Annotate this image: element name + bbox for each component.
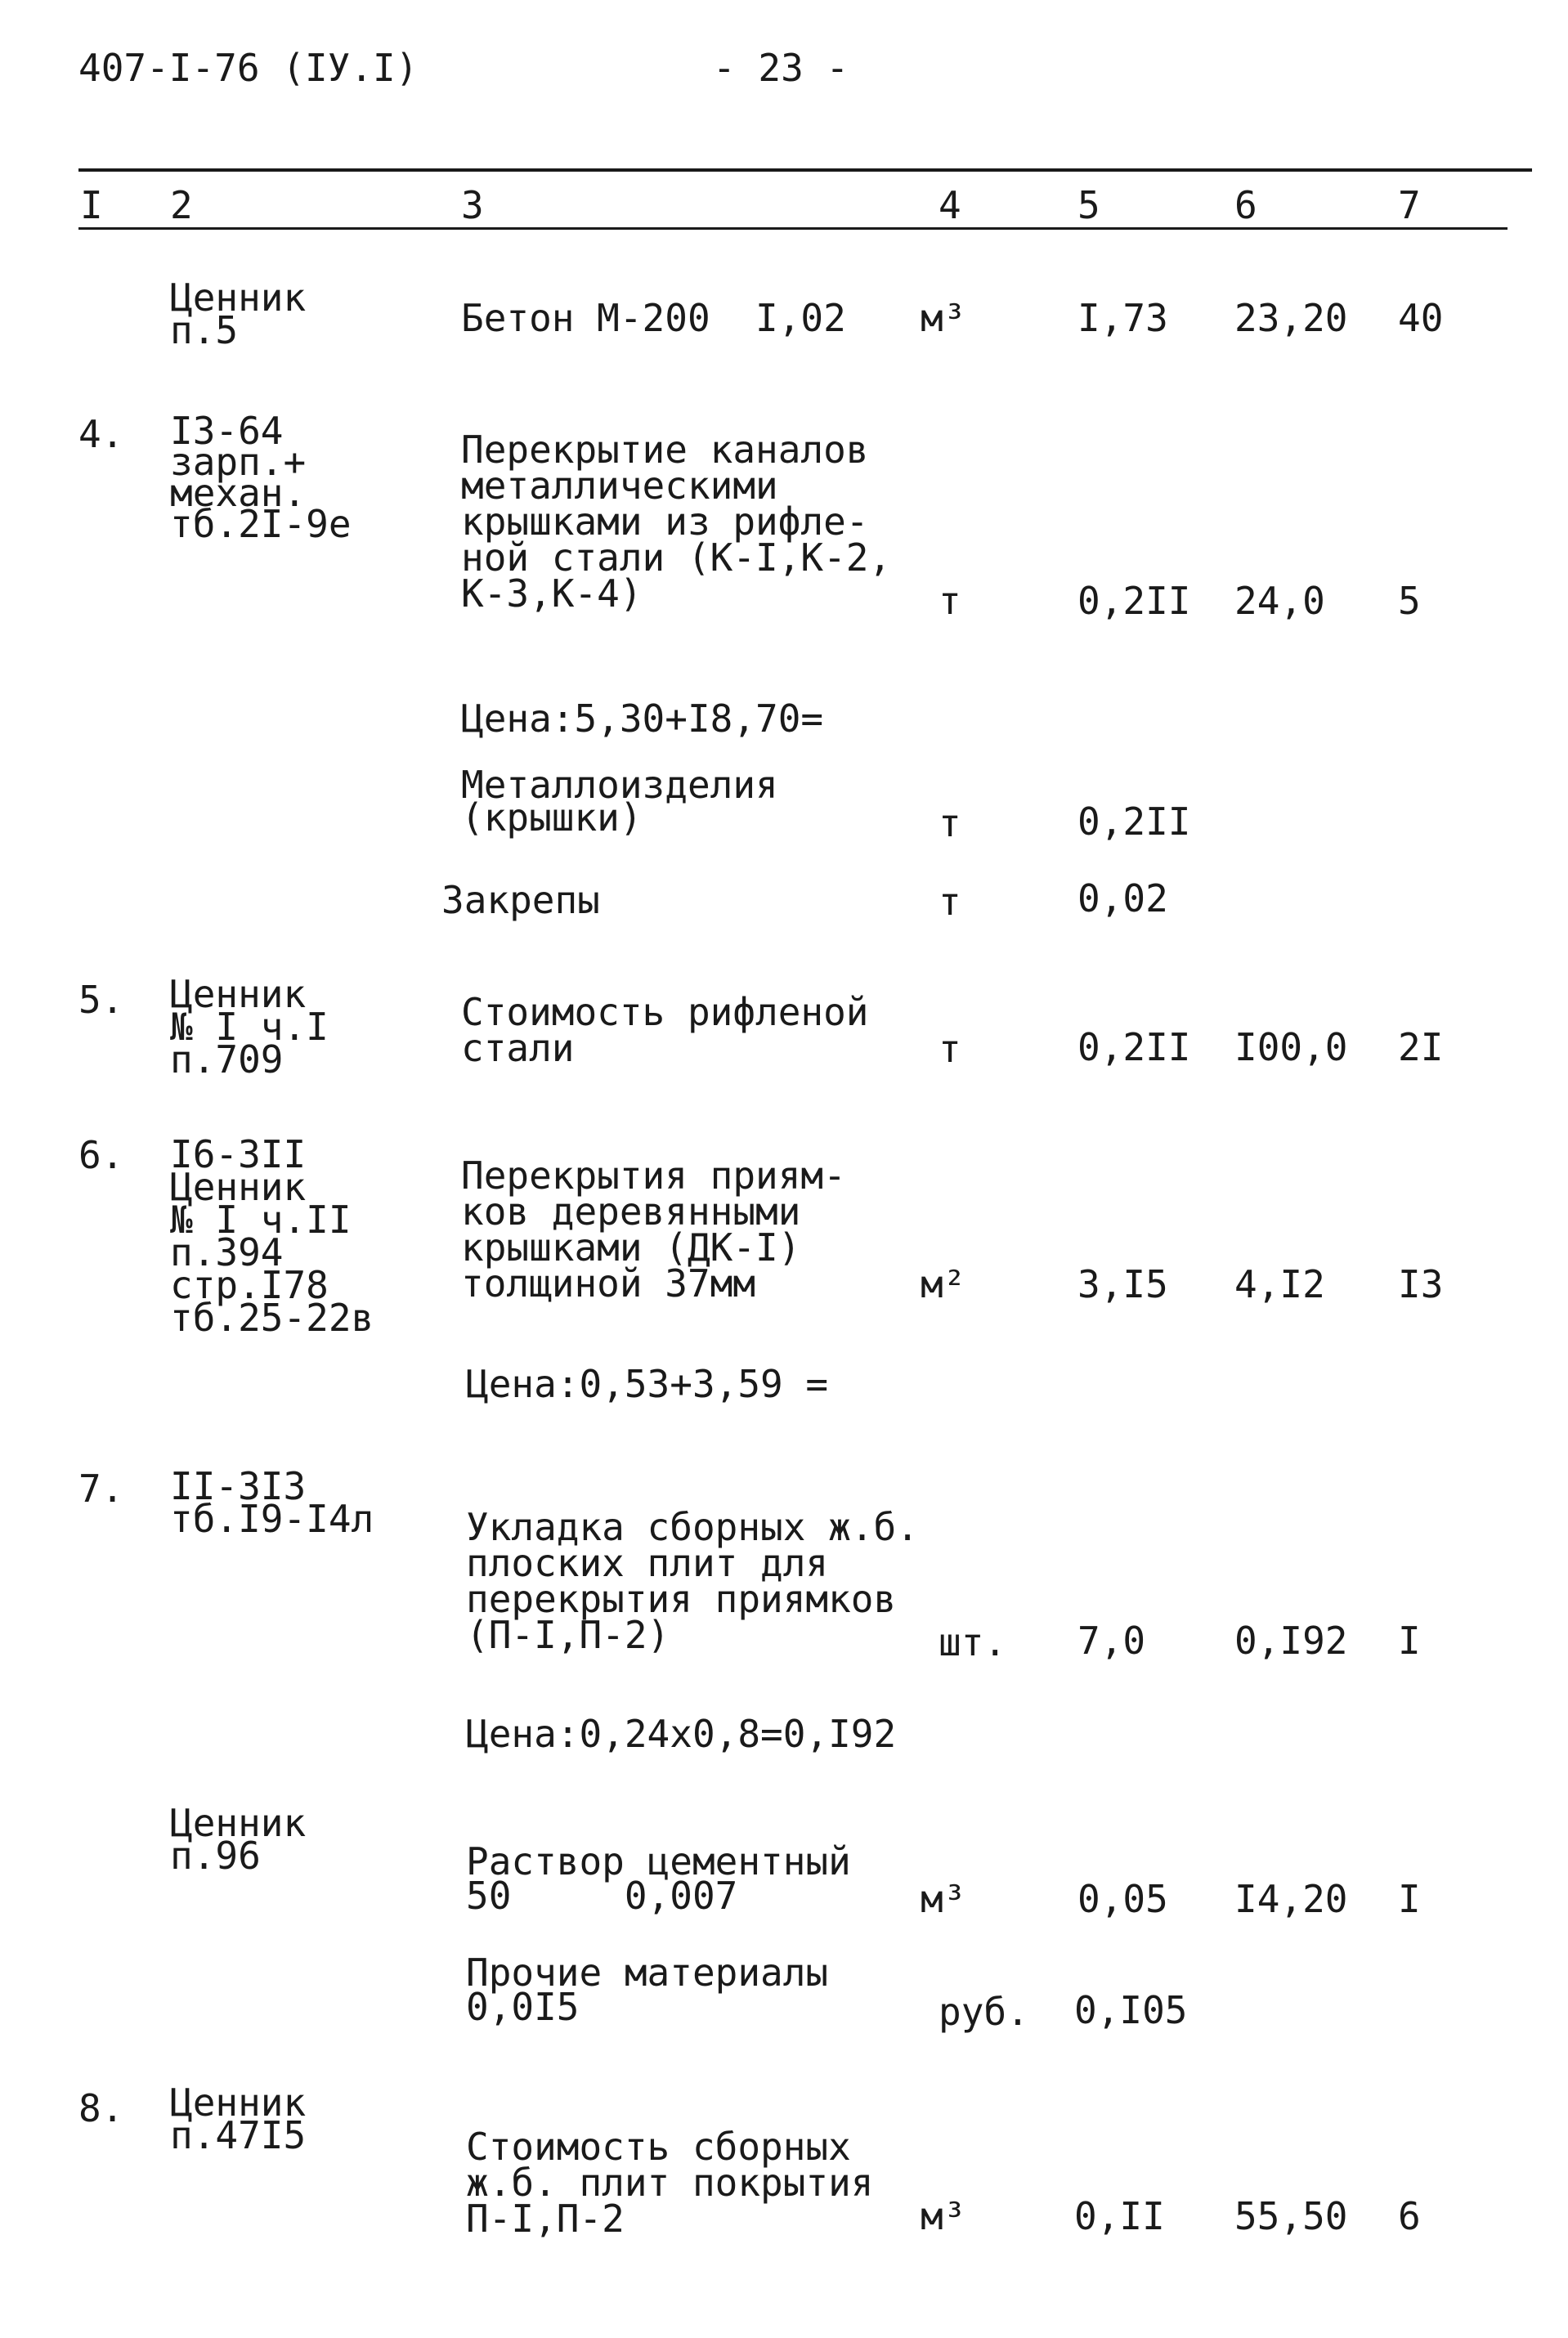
source-line: п.709	[170, 1037, 284, 1082]
source-line: тб.25-22в	[170, 1296, 374, 1340]
item-description	[461, 428, 892, 616]
description-line: 0,0I5	[466, 1985, 580, 2029]
description-line: (крышки)	[461, 795, 643, 840]
description-line: ж.б. плит покрытия	[466, 2161, 874, 2205]
quantity: I,73	[1077, 296, 1168, 340]
source-line: Ценник	[170, 275, 307, 320]
column-number-7: 7	[1398, 183, 1421, 227]
unit: шт.	[939, 1620, 1007, 1664]
unit-price: 4,I2	[1234, 1262, 1325, 1306]
unit: м³	[921, 2194, 966, 2238]
unit-price: I00,0	[1234, 1025, 1348, 1069]
row-number: 8.	[78, 2086, 124, 2130]
unit: м³	[921, 296, 966, 340]
column-number-3: 3	[461, 183, 484, 227]
description-line: К-3,К-4)	[461, 571, 643, 616]
column-number-5: 5	[1077, 183, 1100, 227]
unit: м³	[921, 1877, 966, 1921]
item-description	[466, 2125, 874, 2241]
quantity: 0,2II	[1077, 1025, 1191, 1069]
price-calculation: Цена:0,24х0,8=0,I92	[466, 1712, 897, 1756]
total-cost: 2I	[1398, 1025, 1444, 1069]
column-number-6: 6	[1234, 183, 1257, 227]
source-line: тб.2I-9е	[170, 502, 352, 546]
source-line: № I ч.I	[170, 1005, 329, 1049]
unit-price: 23,20	[1234, 296, 1348, 340]
description-line: Перекрытие каналов	[461, 428, 869, 472]
row-number: 4.	[78, 412, 124, 456]
source-line: Ценник	[170, 1801, 307, 1845]
description-line: Стоимость рифленой	[461, 990, 869, 1034]
source-line: п.394	[170, 1230, 284, 1274]
unit: т	[939, 801, 961, 845]
item-description	[461, 1153, 846, 1306]
total-cost: 40	[1398, 296, 1444, 340]
table-top-rule	[78, 168, 1532, 172]
source-line: Ценник	[170, 972, 307, 1016]
description-line: крышками (ДК-I)	[461, 1225, 801, 1270]
quantity: 0,2II	[1077, 799, 1191, 844]
item-description	[466, 1505, 919, 1657]
source-reference	[170, 1801, 307, 1878]
unit: т	[939, 880, 961, 924]
quantity: 0,02	[1077, 876, 1168, 920]
description-line: Стоимость сборных	[466, 2125, 851, 2169]
source-line: I6-3II	[170, 1132, 307, 1176]
description-line: ной стали (К-I,К-2,	[461, 535, 892, 580]
description-line: Перекрытия приям-	[461, 1153, 846, 1198]
source-line: п.47I5	[170, 2113, 307, 2157]
description-line: Раствор цементный	[466, 1839, 851, 1883]
total-cost: I3	[1398, 1262, 1444, 1306]
source-line: зарп.+	[170, 440, 307, 484]
source-line: п.5	[170, 308, 239, 352]
source-line: Ценник	[170, 2080, 307, 2125]
quantity: 0,05	[1077, 1877, 1168, 1921]
quantity: 3,I5	[1077, 1262, 1168, 1306]
column-number-2: 2	[170, 183, 193, 227]
row-number: 7.	[78, 1467, 124, 1511]
description-line: 50 0,007	[466, 1874, 738, 1918]
source-reference	[170, 409, 352, 546]
description-line: П-I,П-2	[466, 2197, 625, 2241]
item-description	[466, 1839, 851, 1918]
description-line: (П-I,П-2)	[466, 1613, 670, 1657]
unit-price: 24,0	[1234, 579, 1325, 623]
unit: руб.	[939, 1990, 1029, 2034]
source-line: стр.I78	[170, 1263, 329, 1307]
description-line: металлическими	[461, 464, 778, 508]
item-description	[461, 763, 778, 840]
description-line: стали	[461, 1026, 575, 1070]
price-calculation: Цена:5,30+I8,70=	[461, 696, 824, 741]
source-line: п.96	[170, 1834, 261, 1878]
unit: м²	[921, 1262, 966, 1306]
description-line: ков деревянными	[461, 1189, 801, 1234]
quantity: 0,II	[1074, 2194, 1165, 2238]
source-line: № I ч.II	[170, 1198, 352, 1242]
description-line: плоских плит для	[466, 1541, 829, 1585]
item-description	[466, 1951, 829, 2029]
description-line: перекрытия приямков	[466, 1577, 897, 1621]
document-code: 407-I-76 (IУ.I)	[78, 46, 419, 90]
total-cost: 6	[1398, 2194, 1421, 2238]
page-number: - 23 -	[713, 46, 849, 90]
source-reference	[170, 972, 329, 1082]
source-line: Ценник	[170, 1165, 307, 1209]
source-line: I3-64	[170, 409, 284, 453]
source-reference	[170, 2080, 307, 2157]
unit: т	[939, 579, 961, 623]
unit: т	[939, 1027, 961, 1071]
description-line: крышками из рифле-	[461, 499, 869, 544]
source-line: механ.	[170, 471, 307, 515]
item-description: Бетон М-200 I,02	[461, 296, 846, 340]
description-line: толщиной 37мм	[461, 1261, 756, 1306]
column-number-4: 4	[939, 183, 961, 227]
row-number: 6.	[78, 1133, 124, 1177]
row-number: 5.	[78, 978, 124, 1022]
description-line: Прочие материалы	[466, 1951, 829, 1995]
source-reference	[170, 1132, 374, 1340]
description-line: Укладка сборных ж.б.	[466, 1505, 919, 1549]
source-reference	[170, 275, 307, 352]
column-number-1: I	[80, 183, 103, 227]
source-reference	[170, 1464, 374, 1541]
item-description	[461, 990, 869, 1070]
quantity: 0,2II	[1077, 579, 1191, 623]
quantity: 0,I05	[1074, 1988, 1188, 2032]
quantity: 7,0	[1077, 1619, 1146, 1663]
unit-price: 0,I92	[1234, 1619, 1348, 1663]
price-calculation: Цена:0,53+3,59 =	[466, 1362, 829, 1406]
total-cost: 5	[1398, 579, 1421, 623]
source-line: II-3I3	[170, 1464, 307, 1508]
total-cost: I	[1398, 1619, 1421, 1663]
unit-price: I4,20	[1234, 1877, 1348, 1921]
total-cost: I	[1398, 1877, 1421, 1921]
description-line: Металлоизделия	[461, 763, 778, 807]
item-description: Закрепы	[441, 878, 600, 922]
table-header-rule	[78, 227, 1508, 230]
unit-price: 55,50	[1234, 2194, 1348, 2238]
source-line: тб.I9-I4л	[170, 1497, 374, 1541]
